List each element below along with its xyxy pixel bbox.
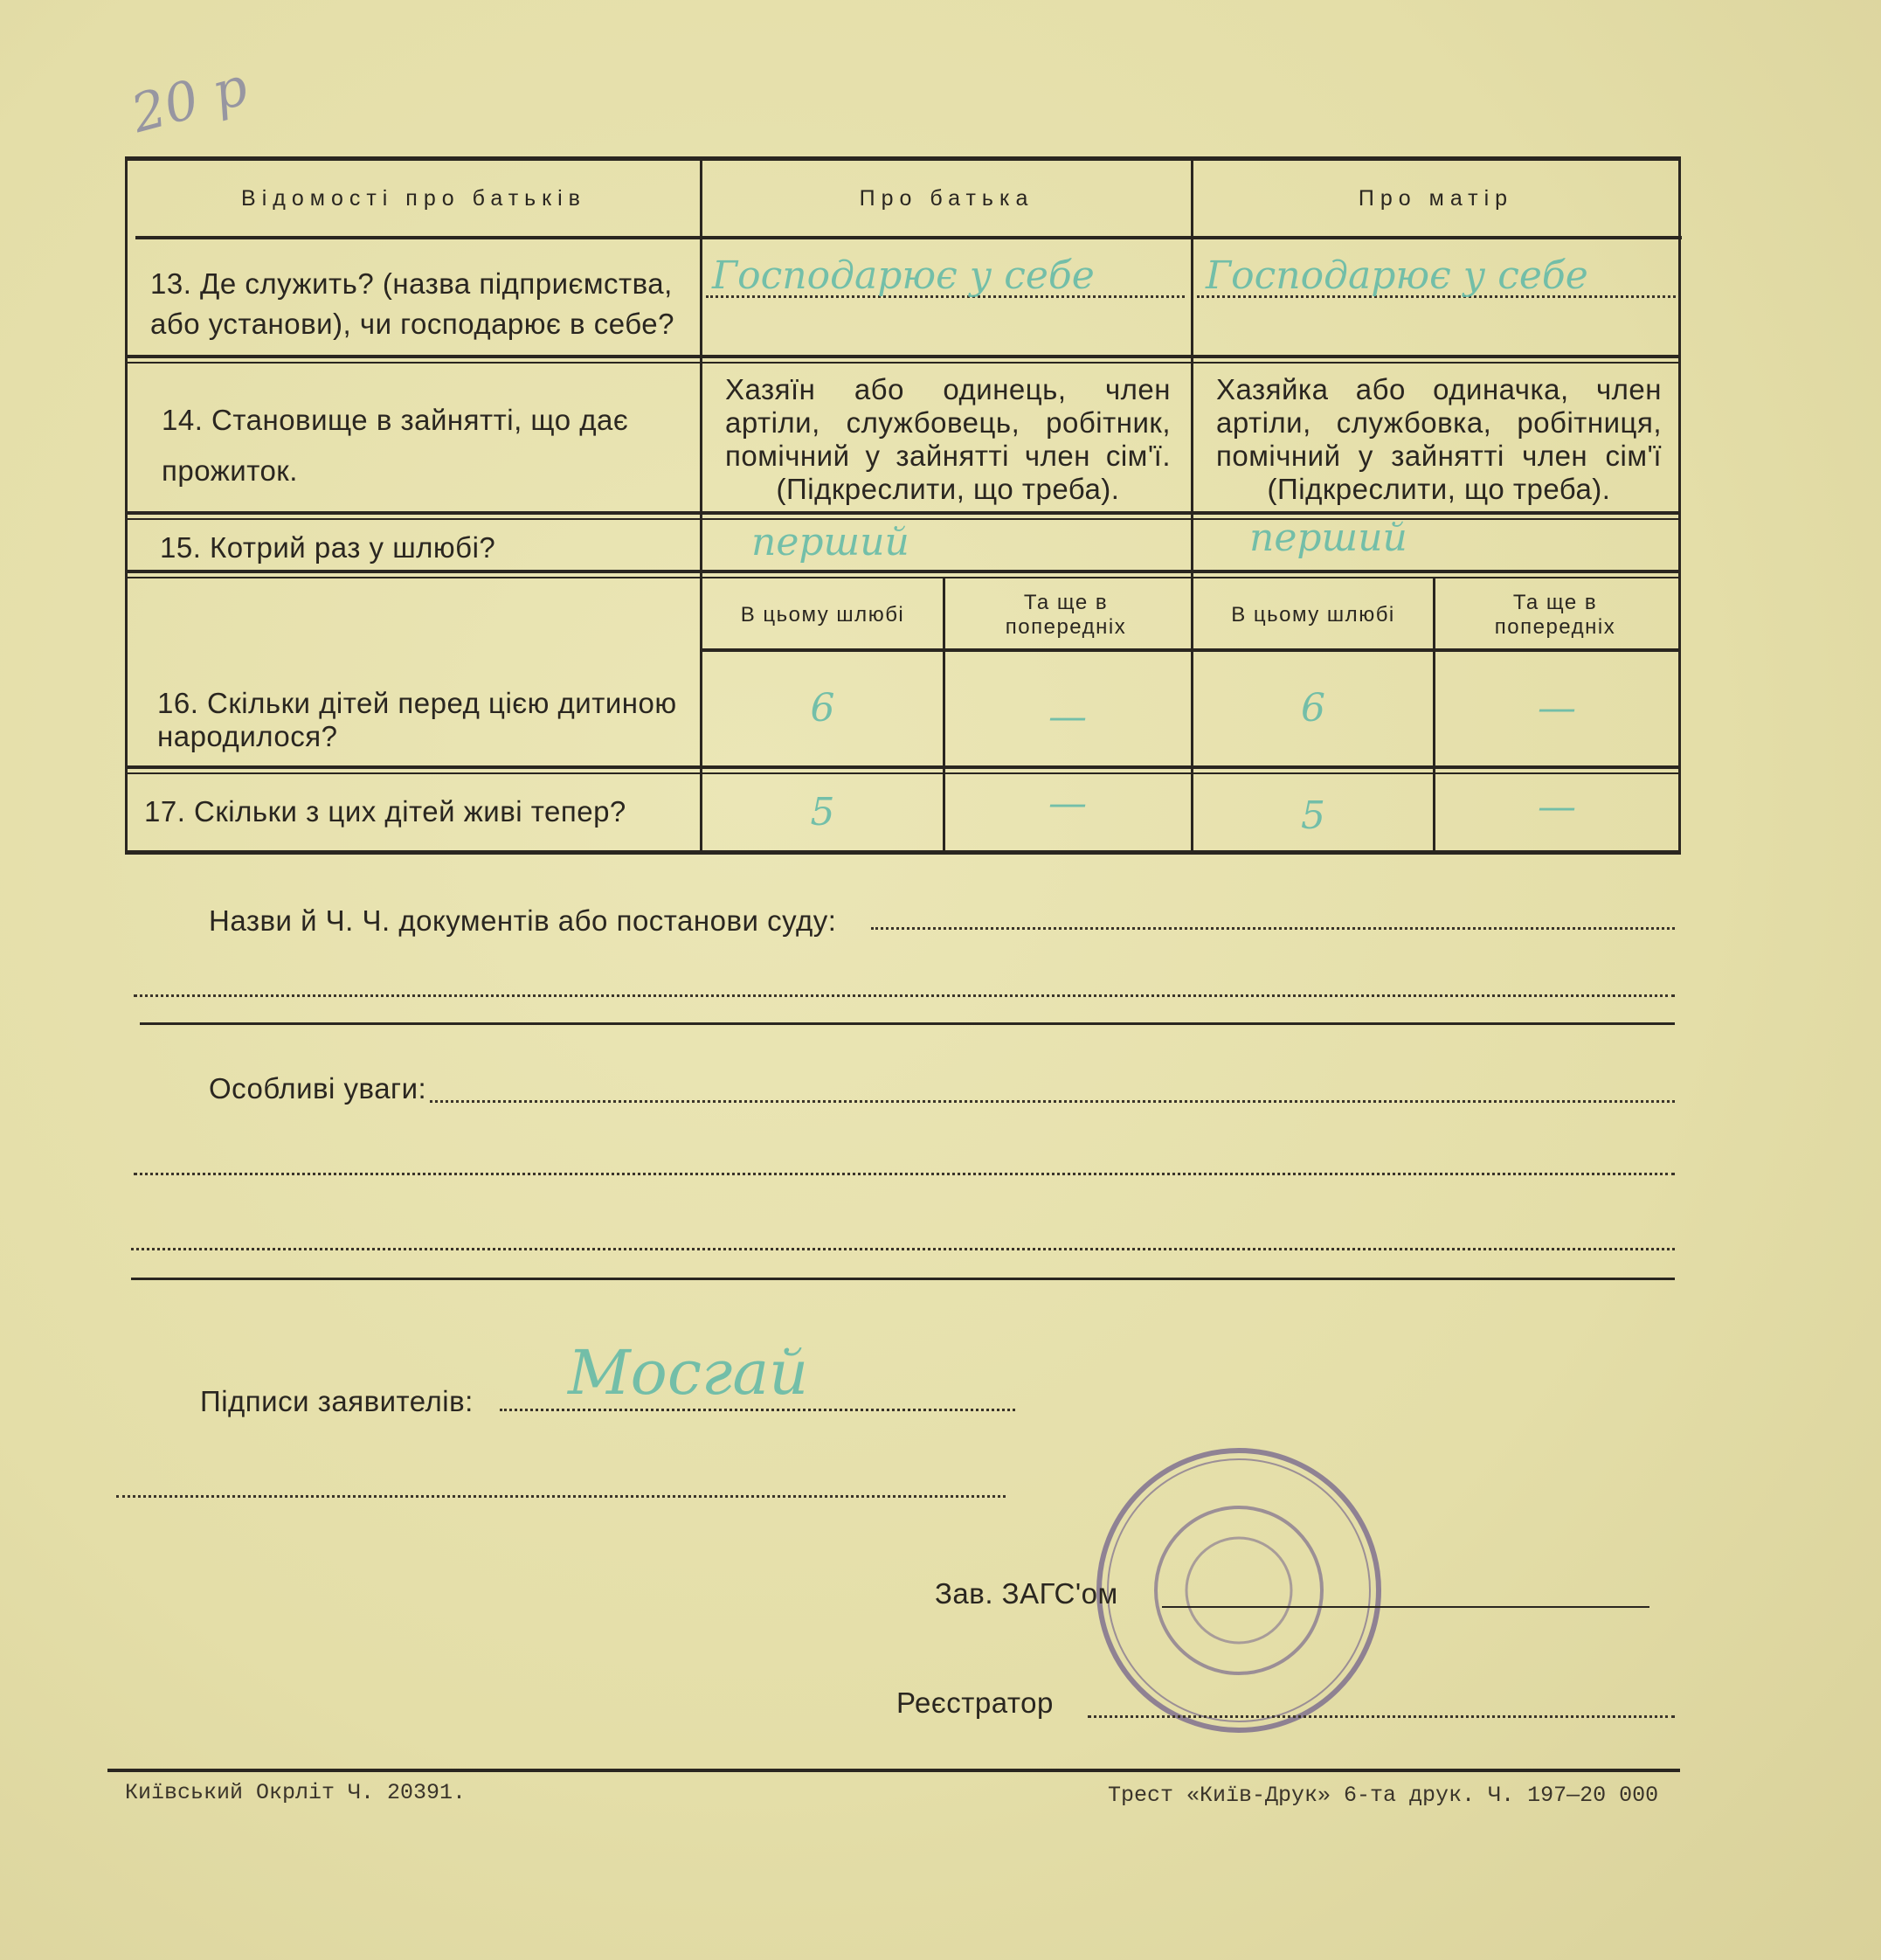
header-mother: Про матір xyxy=(1358,185,1514,211)
remarks-field-line-3 xyxy=(131,1248,1675,1250)
answer-15-mother: перший xyxy=(1249,516,1407,560)
footer-divider xyxy=(107,1769,1680,1772)
question-15: 15. Котрий раз у шлюбі? xyxy=(160,531,496,564)
footer-right: Трест «Київ-Друк» 6-та друк. Ч. 197—20 000 xyxy=(1108,1783,1659,1808)
registrar-label: Реєстратор xyxy=(896,1686,1054,1719)
documents-field xyxy=(871,927,1675,930)
signatures-label: Підписи заявителів: xyxy=(200,1385,474,1417)
subheader-mother-this: В цьому шлюбі xyxy=(1231,602,1395,627)
stamp-ring xyxy=(1108,1459,1370,1721)
archive-mark: 20 р xyxy=(125,55,254,146)
answer-16-father-this: 6 xyxy=(810,685,835,731)
question-14: 14. Становище в зайнятті, що дає прожиток. xyxy=(162,404,629,487)
subheader-father-previous: Та ще в попередніх xyxy=(1005,590,1127,639)
divider xyxy=(131,1278,1675,1280)
table-rule xyxy=(125,570,1681,573)
answer-16-mother-previous: — xyxy=(1538,685,1576,731)
answer-15-father: перший xyxy=(751,520,909,564)
subheader-mother-previous: Та ще в попередніх xyxy=(1494,590,1616,639)
stamp-outer-ring xyxy=(1099,1451,1379,1730)
question-13: 13. Де служить? (назва підприємства, або установи), чи господарює в себе? xyxy=(150,267,674,340)
stamp-inner-ring xyxy=(1156,1507,1322,1673)
remarks-field-line-2 xyxy=(134,1173,1675,1175)
head-label: Зав. ЗАГС'ом xyxy=(935,1577,1118,1610)
remarks-field xyxy=(430,1100,1675,1103)
table-rule xyxy=(125,355,1681,358)
answer-17-mother-previous: — xyxy=(1538,784,1576,829)
documents-field-line-2 xyxy=(134,994,1675,997)
registrar-signature-field xyxy=(1088,1715,1675,1718)
subheader-father-this: В цьому шлюбі xyxy=(740,602,905,627)
answer-14-father: Хазяїн або одинець, член артіли, службовець, робітник, помічний у зайнятті член сім'ї. (Підкреслити, що треба). xyxy=(725,372,1171,505)
table-rule xyxy=(125,850,1681,855)
applicant-signature-line-2 xyxy=(116,1495,1006,1498)
table-column-rule xyxy=(1678,156,1681,855)
answer-14-mother: Хазяйка або одиначка, член артіли, службовка, робітниця, помічний у зайнятті член сім'ї (Підкреслити, що треба). xyxy=(1216,372,1662,505)
answer-16-mother-this: 6 xyxy=(1301,685,1325,731)
header-father: Про батька xyxy=(859,185,1034,211)
answer-13-mother: Господарює у себе xyxy=(1206,253,1588,298)
header-parents-info: Відомості про батьків xyxy=(241,185,586,211)
table-rule xyxy=(125,511,1681,515)
table-rule xyxy=(125,577,1681,578)
stamp-center-ring xyxy=(1186,1538,1291,1643)
table-rule xyxy=(125,362,1681,364)
table-column-rule xyxy=(125,156,128,855)
answer-17-mother-this: 5 xyxy=(1301,793,1325,838)
answer-17-father-previous: — xyxy=(1048,780,1087,826)
head-signature-field xyxy=(1162,1606,1649,1608)
answer-13-father: Господарює у себе xyxy=(712,253,1095,298)
question-17: 17. Скільки з цих дітей живі тепер? xyxy=(144,795,626,828)
applicant-signature: Мосгай xyxy=(568,1337,809,1409)
official-stamp xyxy=(1090,1442,1387,1739)
applicant-signature-field xyxy=(500,1409,1015,1411)
answer-17-father-this: 5 xyxy=(810,789,835,835)
remarks-label: Особливі уваги: xyxy=(209,1072,427,1105)
documents-label: Назви й Ч. Ч. документів або постанови суду: xyxy=(209,904,837,937)
table-rule xyxy=(135,236,1682,239)
footer-left: Київський Окрліт Ч. 20391. xyxy=(125,1780,467,1805)
divider xyxy=(140,1022,1675,1025)
question-16: 16. Скільки дітей перед цією дитиною народилося? xyxy=(157,687,677,752)
answer-16-father-previous: — xyxy=(1048,694,1087,739)
